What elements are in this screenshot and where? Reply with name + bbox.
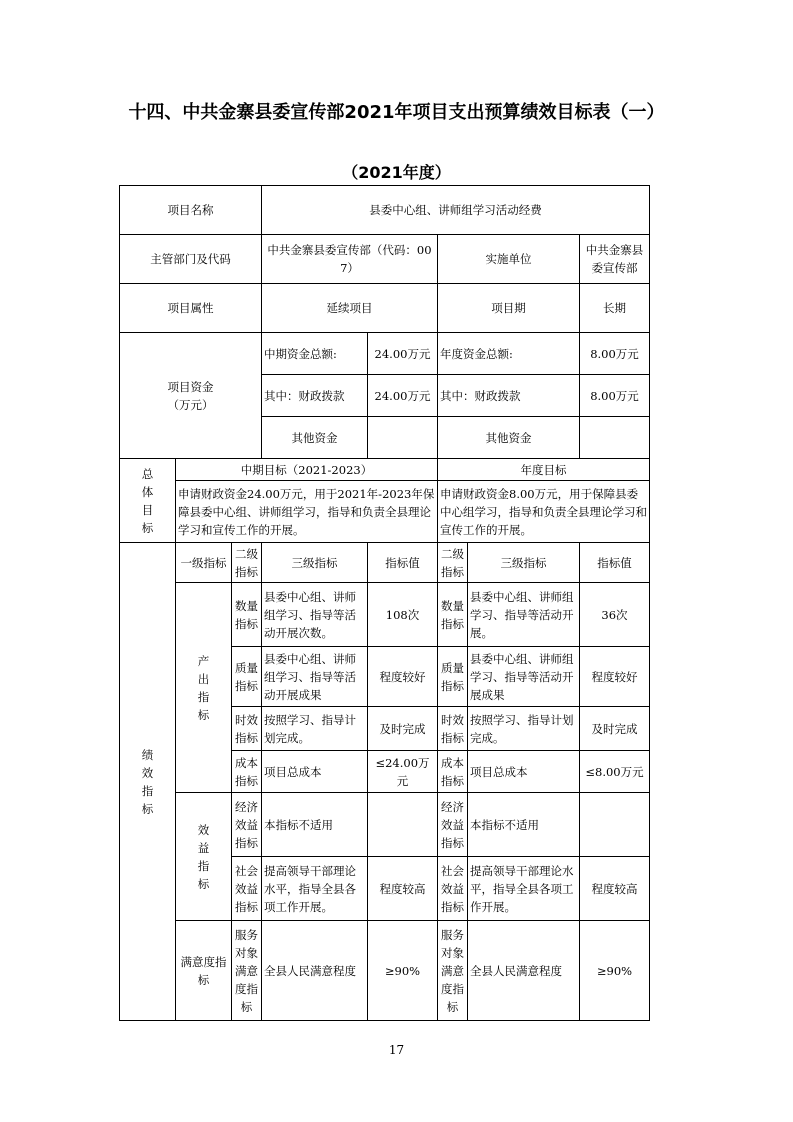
value-cell: ≥90%	[368, 921, 438, 1021]
header-value-year: 指标值	[580, 543, 650, 583]
mid-total-value: 24.00万元	[368, 333, 438, 375]
table-row	[120, 333, 650, 375]
period-label: 项目期	[438, 284, 580, 333]
page-subtitle: （2021年度）	[342, 163, 451, 182]
performance-table	[119, 185, 650, 1021]
header-level2: 二级指标	[232, 543, 262, 583]
output-indicator-label: 产出指标	[176, 583, 232, 793]
overall-goal-label: 总体目标	[120, 459, 176, 543]
level2-cell-year: 社会效益指标	[438, 857, 468, 921]
impl-unit-label: 实施单位	[438, 235, 580, 284]
project-name-label: 项目名称	[120, 186, 262, 235]
header-level1: 一级指标	[176, 543, 232, 583]
value-cell-year: ≥90%	[580, 921, 650, 1021]
level2-cell-year: 数量指标	[438, 583, 468, 647]
header-level3-year: 三级指标	[468, 543, 580, 583]
table-row	[120, 235, 650, 284]
table-row	[120, 543, 650, 583]
header-value: 指标值	[368, 543, 438, 583]
table-row	[120, 186, 650, 235]
period-value: 长期	[580, 284, 650, 333]
funds-label: 项目资金（万元）	[120, 333, 262, 459]
value-cell-year: 36次	[580, 583, 650, 647]
table-row	[120, 793, 650, 857]
mid-fiscal-label: 其中：财政拨款	[262, 375, 368, 417]
level3-cell-year: 县委中心组、讲师组学习、指导等活动开展成果	[468, 647, 580, 707]
table-row	[120, 481, 650, 543]
dept-value: 中共金寨县委宣传部（代码：007）	[262, 235, 438, 284]
level3-cell: 按照学习、指导计划完成。	[262, 707, 368, 751]
mid-goal-label: 中期目标（2021-2023）	[176, 459, 438, 481]
attr-value: 延续项目	[262, 284, 438, 333]
level3-cell-year: 提高领导干部理论水平，指导全县各项工作开展。	[468, 857, 580, 921]
value-cell: 108次	[368, 583, 438, 647]
value-cell: ≤24.00万元	[368, 751, 438, 793]
value-cell-year: ≤8.00万元	[580, 751, 650, 793]
impl-unit-value: 中共金寨县委宣传部	[580, 235, 650, 284]
level3-cell-year: 全县人民满意程度	[468, 921, 580, 1021]
attr-label: 项目属性	[120, 284, 262, 333]
page-number: 17	[388, 1043, 405, 1057]
level3-cell: 县委中心组、讲师组学习、指导等活动开展成果	[262, 647, 368, 707]
value-cell: 程度较高	[368, 857, 438, 921]
level2-cell-year: 成本指标	[438, 751, 468, 793]
page-title: 十四、中共金寨县委宣传部2021年项目支出预算绩效目标表（一）	[128, 102, 665, 123]
year-fiscal-label: 其中：财政拨款	[438, 375, 580, 417]
mid-goal-text: 申请财政资金24.00万元，用于2021年-2023年保障县委中心组、讲师组学习，指导和负责全县理论学习和宣传工作的开展。	[176, 481, 438, 543]
year-goal-label: 年度目标	[438, 459, 650, 481]
level3-cell: 本指标不适用	[262, 793, 368, 857]
value-cell: 程度较好	[368, 647, 438, 707]
level2-cell: 社会效益指标	[232, 857, 262, 921]
table-row	[120, 459, 650, 481]
value-cell-year: 及时完成	[580, 707, 650, 751]
dept-label: 主管部门及代码	[120, 235, 262, 284]
level2-cell: 数量指标	[232, 583, 262, 647]
level2-cell: 服务对象满意度指标	[232, 921, 262, 1021]
year-other-value	[580, 417, 650, 459]
level2-cell: 经济效益指标	[232, 793, 262, 857]
project-name-value: 县委中心组、讲师组学习活动经费	[262, 186, 650, 235]
benefit-indicator-label: 效益指标	[176, 793, 232, 921]
year-other-label: 其他资金	[438, 417, 580, 459]
mid-other-value	[368, 417, 438, 459]
header-level2-year: 二级指标	[438, 543, 468, 583]
level3-cell: 项目总成本	[262, 751, 368, 793]
perf-indicator-label: 绩效指标	[120, 543, 176, 1021]
value-cell-year: 程度较高	[580, 857, 650, 921]
mid-fiscal-value: 24.00万元	[368, 375, 438, 417]
level3-cell-year: 按照学习、指导计划完成。	[468, 707, 580, 751]
level3-cell-year: 项目总成本	[468, 751, 580, 793]
level3-cell: 全县人民满意程度	[262, 921, 368, 1021]
table-row	[120, 284, 650, 333]
table-row	[120, 583, 650, 647]
level2-cell-year: 服务对象满意度指标	[438, 921, 468, 1021]
header-level3: 三级指标	[262, 543, 368, 583]
level2-cell-year: 经济效益指标	[438, 793, 468, 857]
level3-cell-year: 县委中心组、讲师组学习、指导等活动开展。	[468, 583, 580, 647]
level2-cell: 质量指标	[232, 647, 262, 707]
mid-total-label: 中期资金总额:	[262, 333, 368, 375]
year-fiscal-value: 8.00万元	[580, 375, 650, 417]
mid-other-label: 其他资金	[262, 417, 368, 459]
value-cell-year	[580, 793, 650, 857]
level2-cell: 成本指标	[232, 751, 262, 793]
level2-cell: 时效指标	[232, 707, 262, 751]
value-cell	[368, 793, 438, 857]
year-goal-text: 申请财政资金8.00万元，用于保障县委中心组学习，指导和负责全县理论学习和宣传工作的开展。	[438, 481, 650, 543]
table-row	[120, 921, 650, 1021]
value-cell: 及时完成	[368, 707, 438, 751]
level2-cell-year: 时效指标	[438, 707, 468, 751]
level2-cell-year: 质量指标	[438, 647, 468, 707]
satisfaction-indicator-label: 满意度指标	[176, 921, 232, 1021]
level3-cell: 提高领导干部理论水平，指导全县各项工作开展。	[262, 857, 368, 921]
level3-cell: 县委中心组、讲师组学习、指导等活动开展次数。	[262, 583, 368, 647]
value-cell-year: 程度较好	[580, 647, 650, 707]
year-total-label: 年度资金总额:	[438, 333, 580, 375]
year-total-value: 8.00万元	[580, 333, 650, 375]
level3-cell-year: 本指标不适用	[468, 793, 580, 857]
